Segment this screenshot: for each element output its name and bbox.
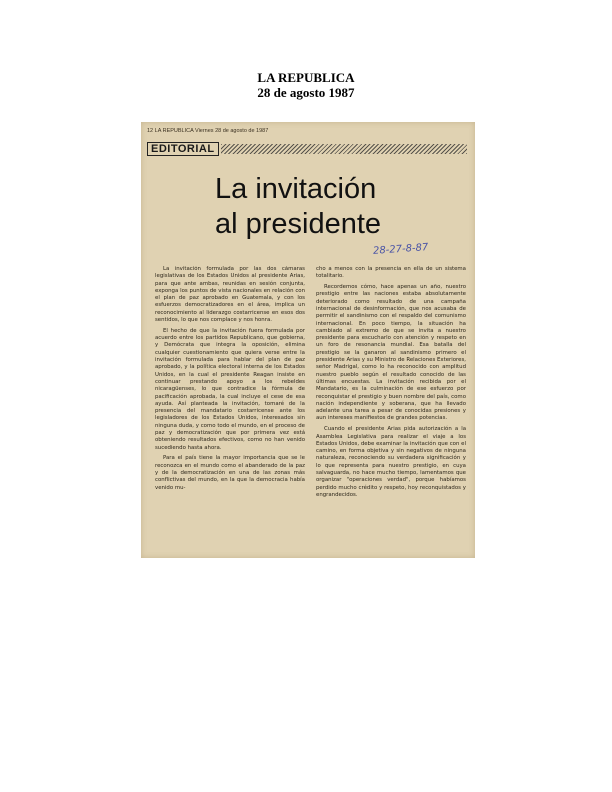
paragraph: La invitación formulada por las dos cámaras legislativas de los Estados Unidos al presidente Arias, para que ante ambas, reunidas en sesión conjunta, exponga los puntos de vista nacionales en relación con el plan de paz aprobado en Guatemala, y con los esfuerzos democratizadores en el área, implica un reconocimiento al liderazgo costarricense en esos dos sentidos, lo que nos complace y nos honra. [155,266,305,324]
section-bar [147,142,467,156]
title-line-1: La invitación [215,173,377,205]
paragraph: Para el país tiene la mayor importancia que se le reconozca en el mundo como el abanderado de la paz y de la democratización en una de las zonas más conflictivas del mundo, en la que la democracia había venido mu- [155,455,305,491]
paragraph: El hecho de que la invitación fuera formulada por acuerdo entre los partidos Republicano, que gobierna, y Demócrata que integra la oposición, elimina cualquier cuestionamiento que quiera verse entre la invitación formulada para hablar del plan de paz aprobado, y la política electoral interna de los Estados Unidos, en la cual el presidente Reagan insiste en continuar prestando apoyo a los rebeldes nicaragüenses, lo que contradice la fórmula de pacificación aprobada, la cual incluye el cese de esa ayuda. Así planteada la invitación, tomaré de la presencia del mandatario costarricense ante los legisladores de los Estados Unidos, interesados sin ninguna duda, y como todo el mundo, en el proceso de paz y democratización que por primera vez está obteniendo resultados efectivos, como no han venido sucediendo hasta ahora. [155,327,305,451]
paragraph: Recordemos cómo, hace apenas un año, nuestro prestigio entre las naciones estaba absolutamente deteriorado como resultado de una campaña internacional de desinformación, que nos acusaba de permitir el sandinismo con el respaldo del comunismo internacional. En poco tiempo, la situación ha cambiado al extremo de que se invita a nuestro presidente para escucharlo con atención y respeto en un foro de resonancia mundial. Esa batalla del prestigio se la ganaron al sandinismo primero el presidente Arias y su Ministro de Relaciones Exteriores, señor Madrigal, como lo ha reconocido con amplitud nuestro pueblo según el resultado conocido de las últimas encuestas. La invitación recibida por el Mandatario, es la culminación de ese esfuerzo por reconquistar el prestigio y buen nombre del país, como nación independiente y soberana, que ha llevado adelante una tarea a pesar de conocidas presiones y aun intereses manifiestos de grandes potencias. [316,284,466,422]
publication-date: 28 de agosto 1987 [257,85,355,100]
running-head: 12 LA REPUBLICA Viernes 28 de agosto de 1987 [147,128,269,134]
page-header [0,70,612,100]
paragraph: Cuando el presidente Arias pida autorización a la Asamblea Legislativa para realizar el viaje a los Estados Unidos, debe examinar la invitación que con el camino, en forma objetiva y sin negativos de ninguna naturaleza, reconociendo su verdadera significación y lo que representa para nuestro prestigio, en cuya salvaguarda, no hace mucho tiempo, lamentamos que organizar "operaciones verdad", porque habíamos perdido mucho crédito y respeto, hoy reconquistados y engrandecidos. [316,426,466,498]
section-label: EDITORIAL [147,142,219,156]
paragraph: cho a menos con la presencia en ella de un sistema totalitario. [316,266,466,280]
newspaper-clipping [141,122,475,558]
article-column-right [316,266,466,556]
article-column-left [155,266,305,554]
publication-name: LA REPUBLICA [257,70,355,85]
title-line-2: al presidente [215,208,382,240]
section-rule [221,144,467,154]
editorial-title [215,172,381,242]
handwritten-date-note: 28-27-8-87 [372,242,429,257]
